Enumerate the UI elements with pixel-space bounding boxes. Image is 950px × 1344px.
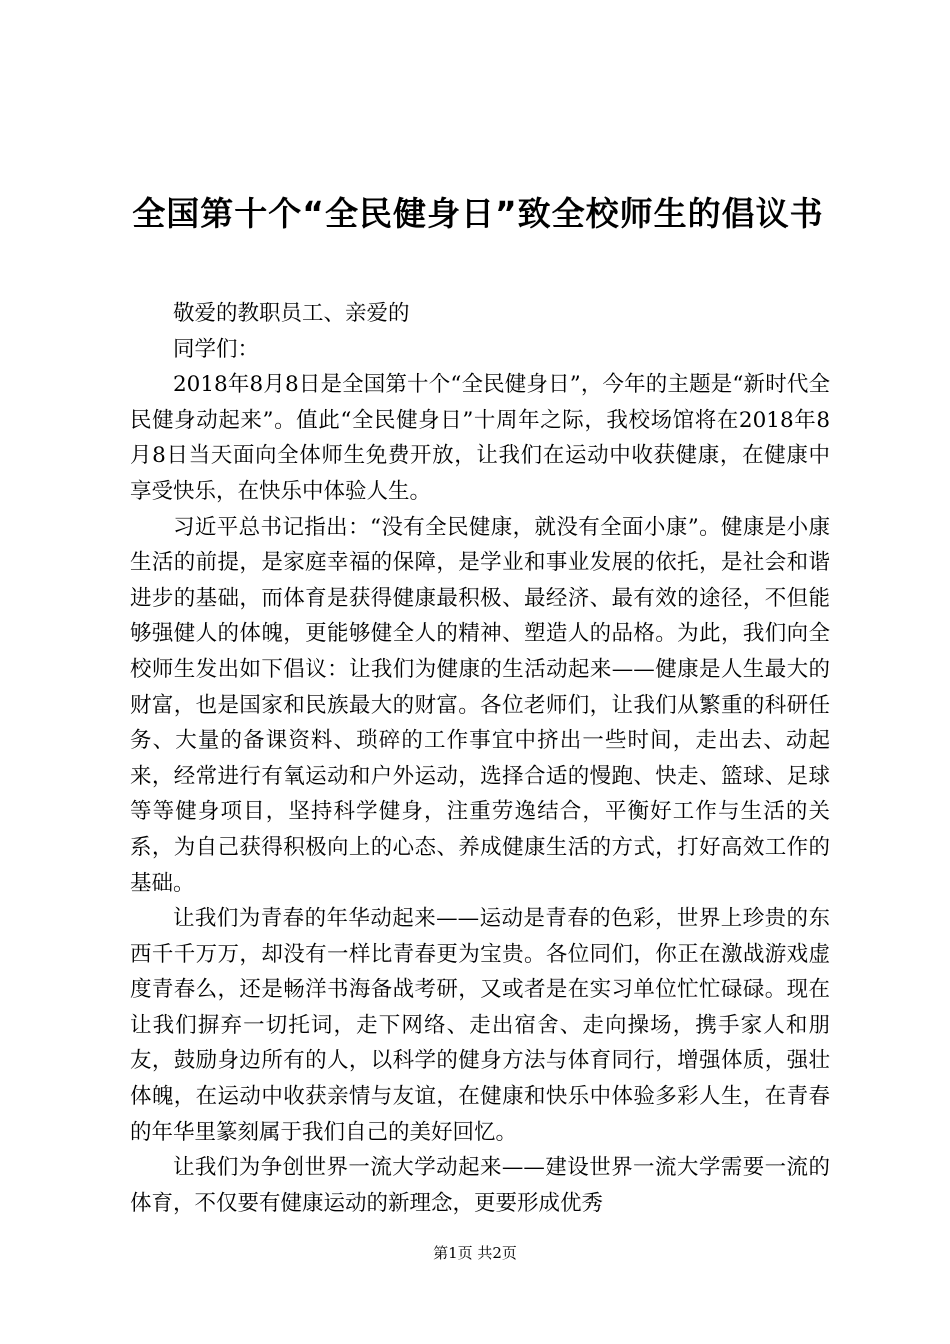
salutation-line-2: 同学们： [173, 336, 260, 362]
page-footer: 第1页 共2页 [433, 1244, 517, 1262]
document-body [130, 296, 830, 1221]
document-title: 全国第十个“全民健身日”致全校师生的倡议书 [132, 194, 824, 233]
paragraph-2: 习近平总书记指出：“没有全民健康，就没有全面小康”。健康是小康生活的前提，是家庭幸福的保障，是学业和事业发展的依托，是社会和谐进步的基础，而体育是获得健康最积极、最经济、最有效的途径，不但能够强健人的体魄，更能够健全人的精神、塑造人的品格。为此，我们向全校师生发出如下倡议：让我们为健康的生活动起来——健康是人生最大的财富，也是国家和民族最大的财富。各位老师们，让我们从繁重的科研任务、大量的备课资料、琐碎的工作事宜中挤出一些时间，走出去、动起来，经常进行有氧运动和户外运动，选择合适的慢跑、快走、篮球、足球等等健身项目，坚持科学健身，注重劳逸结合，平衡好工作与生活的关系，为自己获得积极向上的心态、养成健康生活的方式，打好高效工作的基础。 [130, 514, 830, 896]
paragraph-3: 让我们为青春的年华动起来——运动是青春的色彩，世界上珍贵的东西千千万万，却没有一样比青春更为宝贵。各位同们，你正在激战游戏虚度青春么，还是畅洋书海备战考研，又或者是在实习单位忙忙碌碌。现在让我们摒弃一切托词，走下网络、走出宿舍、走向操场，携手家人和朋友，鼓励身边所有的人，以科学的健身方法与体育同行，增强体质，强壮体魄，在运动中收获亲情与友谊，在健康和快乐中体验多彩人生，在青春的年华里篆刻属于我们自己的美好回忆。 [130, 906, 830, 1145]
paragraph-1: 2018年8月8日是全国第十个“全民健身日”，今年的主题是“新时代全民健身动起来”。值此“全民健身日”十周年之际，我校场馆将在2018年8月8日当天面向全体师生免费开放，让我们在运动中收获健康，在健康中享受快乐，在快乐中体验人生。 [130, 372, 830, 504]
paragraph-4: 让我们为争创世界一流大学动起来——建设世界一流大学需要一流的体育，不仅要有健康运动的新理念，更要形成优秀 [130, 1155, 830, 1216]
salutation-line-1: 敬爱的教职员工、亲爱的 [173, 301, 410, 326]
